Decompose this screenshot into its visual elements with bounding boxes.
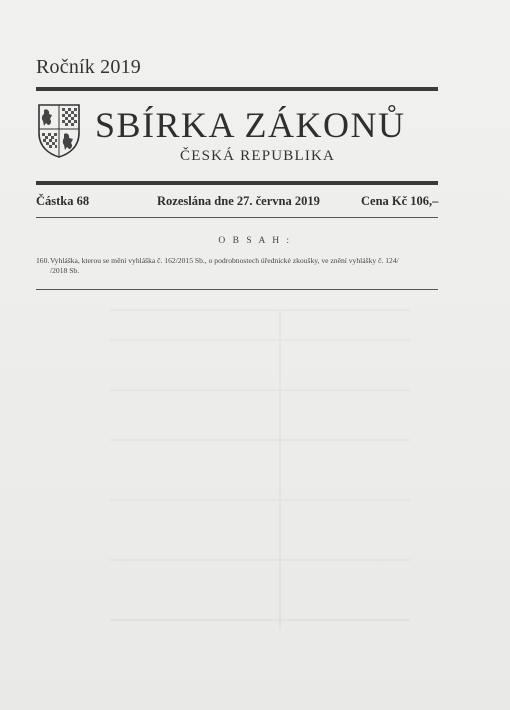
contents-heading: O B S A H :	[218, 236, 292, 246]
contents-item-line: Vyhláška, kterou se mění vyhláška č. 162/2015 Sb., o podrobnostech úřednické zkoušky, ve znění vyhlášky č. 124/	[50, 256, 399, 265]
gazette-title: SBÍRKA ZÁKONŮ	[95, 105, 406, 145]
issue-part: Částka 68	[36, 194, 90, 208]
issue-date: Rozeslána dne 27. června 2019	[157, 194, 320, 208]
contents-item-text	[50, 256, 440, 276]
issue-rule	[36, 217, 438, 218]
middle-rule	[36, 181, 438, 185]
top-rule	[36, 87, 438, 91]
volume-year: Ročník 2019	[36, 56, 141, 78]
contents-bottom-rule	[36, 289, 438, 290]
contents-item-number: 160.	[36, 256, 50, 265]
show-through-texture	[110, 300, 410, 640]
state-coat-of-arms-icon	[36, 103, 82, 159]
issue-price: Cena Kč 106,–	[361, 194, 439, 208]
country-name: ČESKÁ REPUBLIKA	[180, 148, 336, 164]
contents-item-line: /2018 Sb.	[50, 266, 80, 275]
